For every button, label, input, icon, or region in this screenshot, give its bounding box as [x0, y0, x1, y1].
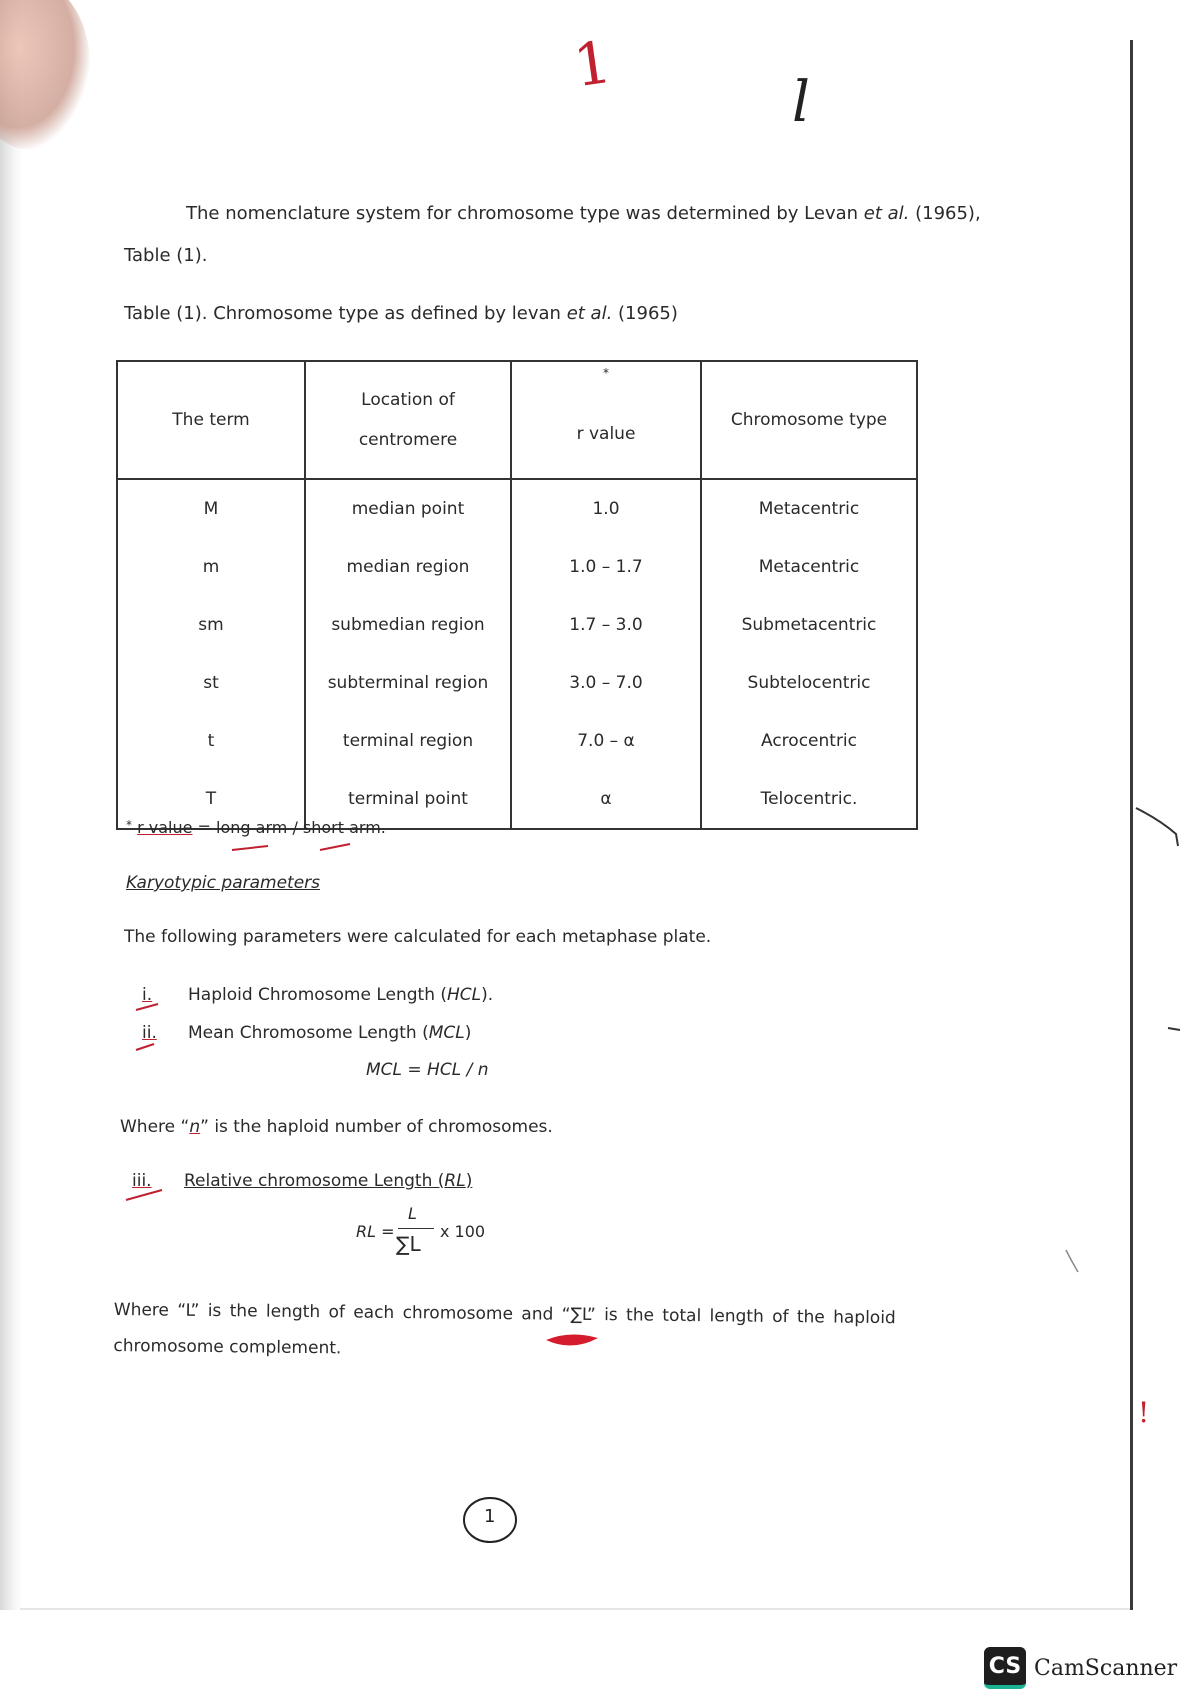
- header-location-line2: centromere: [358, 430, 458, 450]
- table-row: [117, 479, 917, 538]
- param-item-1-abbr: HCL: [447, 985, 482, 1005]
- param-item-3: [132, 1170, 472, 1192]
- header-term: The term: [117, 361, 305, 479]
- rl-formula-multiplier: x 100: [440, 1222, 486, 1241]
- cell-location: submedian region: [305, 596, 511, 654]
- intro-text: The nomenclature system for chromosome type was determined by Levan: [186, 203, 864, 224]
- cell-location: terminal point: [305, 770, 511, 829]
- cell-location: subterminal region: [305, 654, 511, 712]
- where-n-start: Where “: [120, 1117, 190, 1137]
- intro-line-2: Table (1).: [124, 245, 208, 266]
- rl-formula-lhs: RL =: [356, 1222, 395, 1241]
- where-n-end: ” is the haploid number of chromosomes.: [200, 1117, 553, 1137]
- intro-year: (1965),: [909, 203, 981, 224]
- right-margin-pen-stroke: [1136, 808, 1178, 846]
- cell-location: median region: [305, 538, 511, 596]
- param-item-3-number: iii.: [132, 1171, 152, 1191]
- where-L-paragraph: Where “L” is the length of each chromosome and “∑L” is the total length of the haploid chromosome complement.: [113, 1299, 896, 1359]
- camscanner-name: CamScanner: [1034, 1655, 1178, 1681]
- intro-etal: et al.: [863, 203, 910, 224]
- param-item-1-end: ).: [481, 985, 494, 1005]
- karyotypic-intro: The following parameters were calculated for each metaphase plate.: [124, 927, 712, 947]
- cell-chromosome-type: Telocentric.: [701, 770, 917, 829]
- param-item-3-abbr: RL: [444, 1171, 466, 1191]
- handwritten-mark-black: l: [792, 70, 810, 135]
- chromosome-type-table: [116, 360, 918, 830]
- param-item-3-text: Relative chromosome Length (: [184, 1171, 445, 1191]
- param-item-1-text: Haploid Chromosome Length (: [188, 985, 448, 1005]
- right-margin-curve: [1066, 1250, 1078, 1272]
- table-header-row: [117, 361, 917, 479]
- param-item-2-abbr: MCL: [428, 1023, 465, 1043]
- thumb-shadow: [0, 0, 90, 150]
- camscanner-logo: CS: [984, 1647, 1026, 1689]
- footnote-definition: = long arm / short arm.: [192, 818, 386, 837]
- cell-r-value: 3.0 – 7.0: [511, 654, 701, 712]
- header-chromosome-type: Chromosome type: [701, 361, 917, 479]
- karyotypic-heading: Karyotypic parameters: [126, 873, 321, 893]
- cell-r-value: 7.0 – α: [511, 712, 701, 770]
- table-row: [117, 538, 917, 596]
- param-item-2-text: Mean Chromosome Length (: [188, 1023, 429, 1043]
- header-location-line1: Location of: [361, 390, 455, 410]
- handwritten-mark-red: 1: [569, 27, 616, 101]
- scan-shadow-left: [0, 0, 22, 1610]
- header-r-value: [511, 361, 701, 479]
- param-item-2-end: ): [464, 1023, 472, 1043]
- header-r-star: *: [603, 366, 609, 380]
- footnote-r-value: r value: [137, 818, 193, 837]
- table-row: [117, 596, 917, 654]
- page-edge-bottom: [20, 1608, 1130, 1610]
- cell-term: m: [117, 538, 305, 596]
- caption-prefix: Table (1). Chromosome type as defined by levan: [124, 303, 567, 324]
- camscanner-watermark: [984, 1646, 1177, 1690]
- where-n-variable: n: [189, 1117, 201, 1137]
- cell-chromosome-type: Submetacentric: [701, 596, 917, 654]
- red-tick-footnote-2: [320, 844, 350, 850]
- cell-r-value: 1.0 – 1.7: [511, 538, 701, 596]
- cell-term: t: [117, 712, 305, 770]
- cell-chromosome-type: Metacentric: [701, 538, 917, 596]
- cell-r-value: α: [511, 770, 701, 829]
- mcl-formula: MCL = HCL / n: [366, 1060, 489, 1080]
- rl-formula-denominator: ∑L: [396, 1232, 421, 1256]
- intro-line-1: [186, 202, 981, 225]
- right-margin-tick: [1168, 1028, 1180, 1030]
- page-number: 1: [484, 1506, 496, 1527]
- cell-term: sm: [117, 596, 305, 654]
- table-footnote: [126, 818, 386, 839]
- red-tick-item-2: [136, 1044, 154, 1050]
- header-r-label: r value: [576, 424, 636, 444]
- cell-location: median point: [305, 479, 511, 538]
- param-item-2-number: ii.: [142, 1023, 157, 1043]
- cell-r-value: 1.7 – 3.0: [511, 596, 701, 654]
- param-item-3-end: ): [465, 1171, 473, 1191]
- caption-etal: et al.: [566, 303, 613, 324]
- red-tick-footnote-1: [232, 846, 268, 850]
- param-item-2: [142, 1022, 471, 1044]
- table-row: [117, 654, 917, 712]
- cell-term: M: [117, 479, 305, 538]
- rl-formula-numerator: L: [408, 1204, 417, 1223]
- param-item-1: [142, 984, 493, 1006]
- page-edge-right: [1130, 40, 1133, 1610]
- cell-chromosome-type: Acrocentric: [701, 712, 917, 770]
- footnote-star: *: [126, 818, 132, 832]
- header-location: [305, 361, 511, 479]
- cell-location: terminal region: [305, 712, 511, 770]
- cell-chromosome-type: Metacentric: [701, 479, 917, 538]
- caption-suffix: (1965): [612, 303, 678, 324]
- cell-r-value: 1.0: [511, 479, 701, 538]
- rl-fraction-bar: [398, 1228, 434, 1229]
- table-caption: [124, 302, 678, 325]
- right-margin-mark: !: [1138, 1396, 1150, 1429]
- cell-term: T: [117, 770, 305, 829]
- cell-chromosome-type: Subtelocentric: [701, 654, 917, 712]
- cell-term: st: [117, 654, 305, 712]
- where-n-text: [120, 1116, 553, 1138]
- table-row: [117, 712, 917, 770]
- param-item-1-number: i.: [142, 985, 153, 1005]
